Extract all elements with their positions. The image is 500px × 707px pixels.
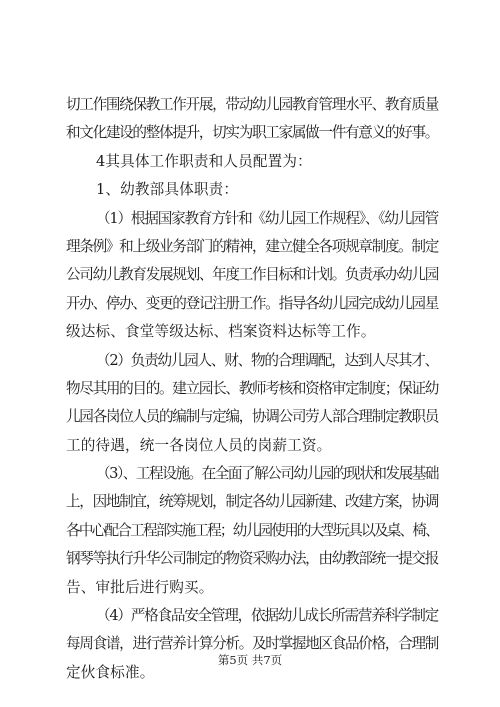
text-line: 公司幼儿教育发展规划、年度工作目标和计划。负责承办幼儿园 xyxy=(66,266,438,284)
paragraph-p2 xyxy=(66,148,438,176)
paragraph-p6 xyxy=(66,460,438,602)
paragraph-p4 xyxy=(66,205,438,347)
text-line: 告、审批后进行购买。 xyxy=(66,578,214,596)
text-line: 物尽其用的目的。建立园长、教师考核和资格审定制度；保证幼 xyxy=(66,379,438,397)
paragraph-p7 xyxy=(66,602,438,687)
text-line: 4其具体工作职责和人员配置为： xyxy=(96,152,312,170)
text-line: 上，因地制宜，统筹规划，制定各幼儿园新建、改建方案，协调 xyxy=(66,493,438,511)
text-line: 工的待遇，统一各岗位人员的岗薪工资。 xyxy=(66,436,332,454)
text-line: （1）根据国家教育方针和《幼儿园工作规程》、《幼儿园管 xyxy=(96,209,438,227)
document-body xyxy=(66,91,438,687)
text-line: 各中心配合工程部实施工程；幼儿园使用的大型玩具以及桌、椅、 xyxy=(66,521,438,539)
paragraph-p5 xyxy=(66,347,438,461)
text-line: （2）负责幼儿园人、财、物的合理调配，达到人尽其才、 xyxy=(96,351,438,369)
text-line: （3）、工程设施。在全面了解公司幼儿园的现状和发展基础 xyxy=(96,465,438,483)
text-line: 钢琴等执行升华公司制定的物资采购办法，由幼教部统一提交报 xyxy=(66,550,438,568)
page-footer: 第5页 共7页 xyxy=(217,653,283,667)
text-line: 儿园各岗位人员的编制与定编，协调公司劳人部合理制定教职员 xyxy=(66,408,438,426)
text-line: 1、幼教部具体职责： xyxy=(96,181,239,199)
text-line: 理条例》和上级业务部门的精神，建立健全各项规章制度。制定 xyxy=(66,237,438,255)
text-line: 切工作围绕保教工作开展，带动幼儿园教育管理水平、教育质量 xyxy=(66,96,438,113)
text-line: 和文化建设的整体提升，切实为职工家属做一件有意义的好事。 xyxy=(66,124,438,142)
text-line: 每周食谱，进行营养计算分析。及时掌握地区食品价格，合理制 xyxy=(66,635,438,653)
text-line: 级达标、食堂等级达标、档案资料达标等工作。 xyxy=(66,323,376,341)
paragraph-p3 xyxy=(66,176,438,204)
text-line: 开办、停办、变更的登记注册工作。指导各幼儿园完成幼儿园星 xyxy=(66,294,438,312)
paragraph-p1 xyxy=(66,91,438,148)
text-line: （4）严格食品安全管理，依据幼儿成长所需营养科学制定 xyxy=(96,607,438,625)
text-line: 定伙食标准。 xyxy=(66,663,155,681)
